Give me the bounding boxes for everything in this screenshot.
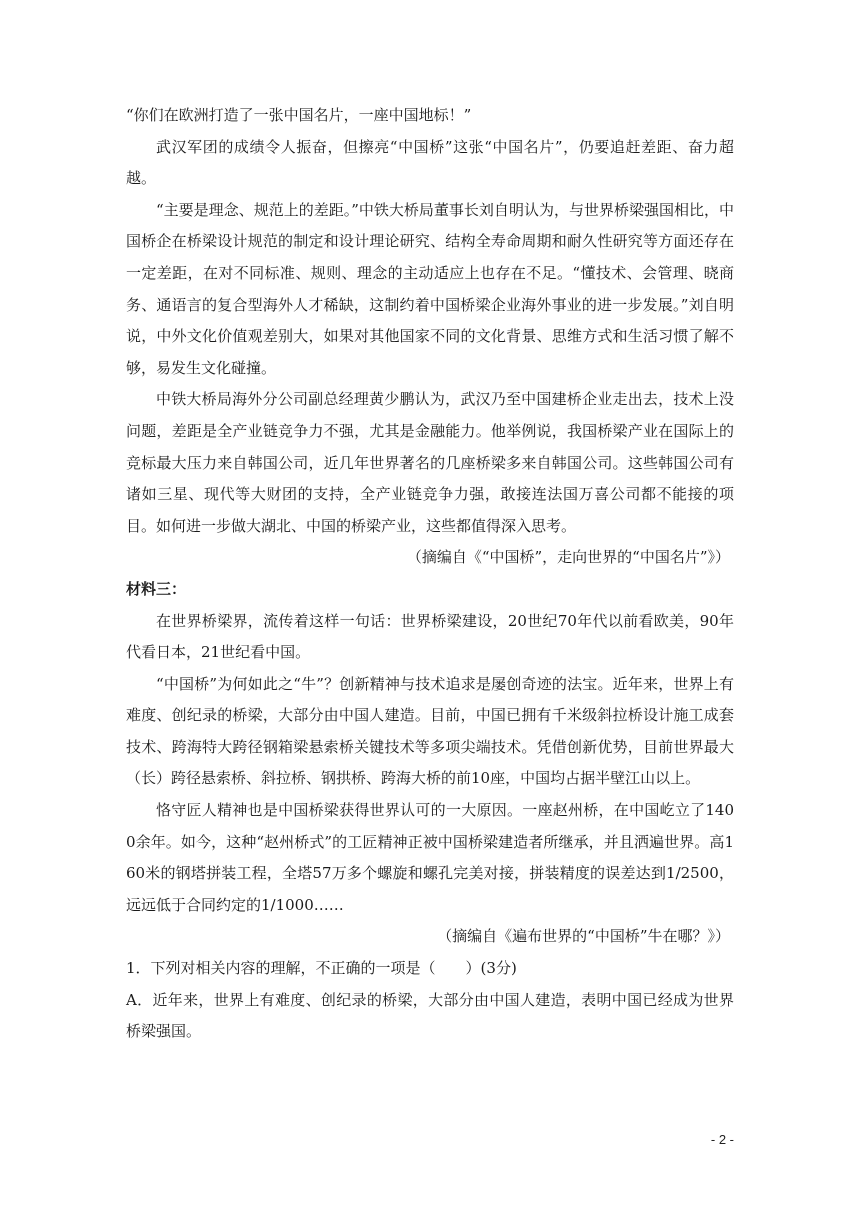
paragraph-wuhan-achievement: 武汉军团的成绩令人振奋，但擦亮“中国桥”这张“中国名片”，仍要追赶差距、奋力超越。 [126, 137, 734, 188]
page-number: - 2 - [710, 1132, 734, 1147]
paragraph-saying: 在世界桥梁界，流传着这样一句话：世界桥梁建设，20世纪70年代以前看欧美，90年代看日本，21世纪看中国。 [126, 611, 734, 662]
paragraph-quote: “你们在欧洲打造了一张中国名片，一座中国地标！” [126, 106, 472, 124]
paragraph-huang-shaopeng: 中铁大桥局海外分公司副总经理黄少鹏认为，武汉乃至中国建桥企业走出去，技术上没问题，差距是全产业链竞争力不强，尤其是金融能力。他举例说，我国桥梁产业在国际上的竞标最大压力来自韩国公司，近几年世界著名的几座桥梁多来自韩国公司。这些韩国公司有诸如三星、现代等大财团的支持，全产业链竞争力强，敢接连法国万喜公司都不能接的项目。如何进一步做大湖北、中国的桥梁产业，这些都值得深入思考。 [126, 390, 734, 535]
paragraph-craftsmanship: 恪守匠人精神也是中国桥梁获得世界认可的一大原因。一座赵州桥，在中国屹立了1400余年。如今，这种“赵州桥式”的工匠精神正被中国桥梁建造者所继承，并且洒遍世界。高160米的钢塔拼装工程，全塔57万多个螺旋和螺孔完美对接，拼装精度的误差达到1/2500，远远低于合同约定的1/1000…… [126, 801, 734, 914]
paragraph-liu-ziming: “主要是理念、规范上的差距。”中铁大桥局董事长刘自明认为，与世界桥梁强国相比，中国桥企在桥梁设计规范的制定和设计理论研究、结构全寿命周期和耐久性研究等方面还存在一定差距，在对不同标准、规则、理念的主动适应上也存在不足。“懂技术、会管理、晓商务、通语言的复合型海外人才稀缺，这制约着中国桥梁企业海外事业的进一步发展。”刘自明说，中外文化价值观差别大，如果对其他国家不同的文化背景、思维方式和生活习惯了解不够，易发生文化碰撞。 [126, 200, 734, 377]
material-three-heading: 材料三： [126, 579, 187, 598]
source-citation-2: （摘编自《遍布世界的“中国桥”牛在哪？》） [437, 927, 730, 946]
document-body [126, 100, 734, 1048]
paragraph-innovation: “中国桥”为何如此之“牛”？创新精神与技术追求是屡创奇迹的法宝。近年来，世界上有难度、创纪录的桥梁，大部分由中国人建造。目前，中国已拥有千米级斜拉桥设计施工成套技术、跨海特大跨径钢箱梁悬索桥关键技术等多项尖端技术。凭借创新优势，目前世界最大（长）跨径悬索桥、斜拉桥、钢拱桥、跨海大桥的前10座，中国均占据半壁江山以上。 [126, 674, 734, 788]
question-1-option-a: A．近年来，世界上有难度、创纪录的桥梁，大部分由中国人建造，表明中国已经成为世界桥梁强国。 [126, 990, 734, 1041]
question-1: 1．下列对相关内容的理解，不正确的一项是（ ）(3分) [126, 959, 517, 978]
source-citation-1: （摘编自《“中国桥”，走向世界的“中国名片”》） [406, 548, 730, 567]
